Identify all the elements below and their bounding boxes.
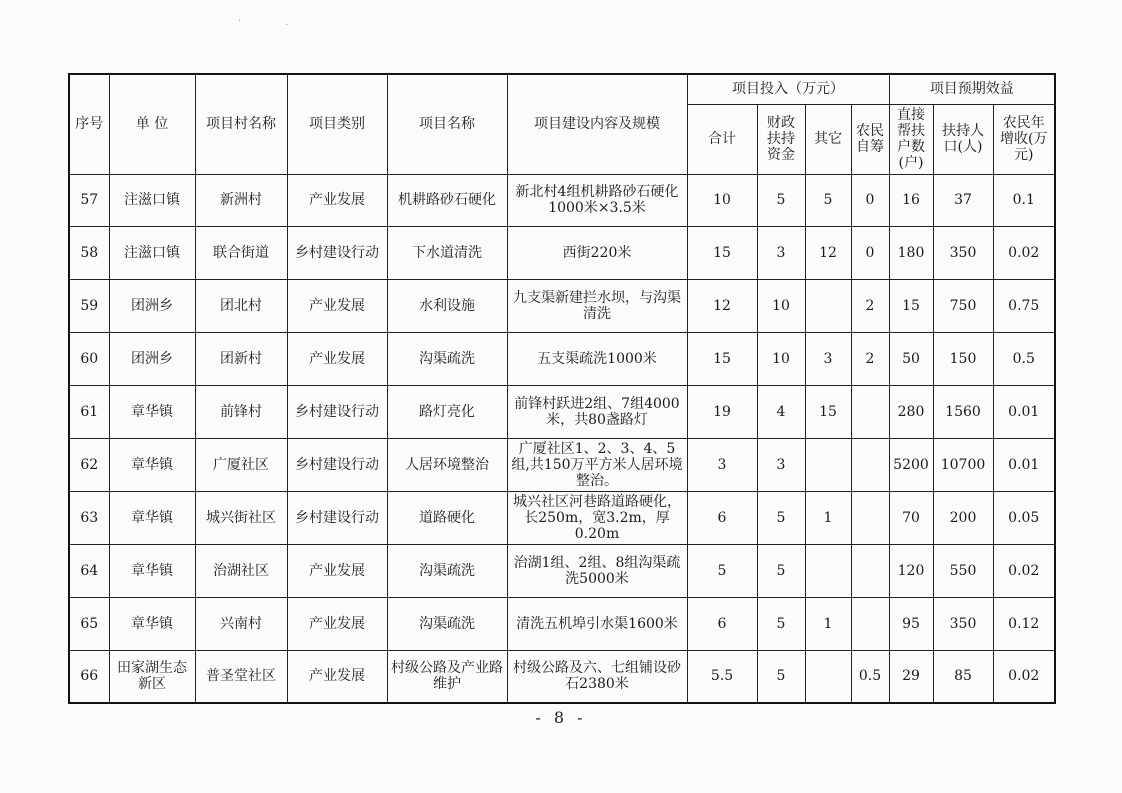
cell-seq: 60 [69, 333, 109, 386]
cell-fiscal: 4 [757, 386, 805, 439]
cell-households: 95 [889, 597, 933, 650]
cell-village: 普圣堂社区 [195, 650, 287, 703]
cell-income: 0.02 [993, 650, 1055, 703]
cell-income: 0.05 [993, 491, 1055, 544]
table-row [69, 597, 1055, 650]
cell-content: 广厦社区1、2、3、4、5组,共150万平方米人居环境整治。 [507, 438, 687, 491]
cell-name: 水利设施 [387, 280, 507, 333]
header-other: 其它 [805, 104, 851, 174]
cell-income: 0.01 [993, 438, 1055, 491]
cell-population: 350 [933, 227, 993, 280]
cell-category: 产业发展 [287, 333, 387, 386]
cell-name: 路灯亮化 [387, 386, 507, 439]
cell-other: 15 [805, 386, 851, 439]
cell-fiscal: 5 [757, 597, 805, 650]
cell-total: 10 [687, 174, 757, 227]
cell-content: 九支渠新建拦水坝，与沟渠清洗 [507, 280, 687, 333]
cell-seq: 65 [69, 597, 109, 650]
cell-category: 乡村建设行动 [287, 438, 387, 491]
cell-category: 产业发展 [287, 280, 387, 333]
header-households: 直接帮扶户数(户) [889, 104, 933, 174]
cell-self [851, 544, 889, 597]
cell-seq: 63 [69, 491, 109, 544]
cell-total: 6 [687, 597, 757, 650]
cell-unit: 田家湖生态新区 [109, 650, 195, 703]
cell-seq: 59 [69, 280, 109, 333]
scan-speck: · [285, 20, 289, 31]
cell-category: 乡村建设行动 [287, 491, 387, 544]
cell-self [851, 597, 889, 650]
cell-other [805, 280, 851, 333]
cell-population: 350 [933, 597, 993, 650]
cell-other: 3 [805, 333, 851, 386]
cell-population: 750 [933, 280, 993, 333]
table-row [69, 280, 1055, 333]
cell-other [805, 650, 851, 703]
cell-other [805, 438, 851, 491]
cell-content: 城兴社区河巷路道路硬化，长250m，宽3.2m，厚0.20m [507, 491, 687, 544]
cell-fiscal: 5 [757, 544, 805, 597]
cell-population: 550 [933, 544, 993, 597]
cell-total: 12 [687, 280, 757, 333]
cell-households: 16 [889, 174, 933, 227]
cell-content: 村级公路及六、七组铺设砂石2380米 [507, 650, 687, 703]
cell-fiscal: 10 [757, 333, 805, 386]
cell-fiscal: 3 [757, 227, 805, 280]
table-row [69, 650, 1055, 703]
cell-total: 19 [687, 386, 757, 439]
cell-income: 0.02 [993, 227, 1055, 280]
header-income: 农民年增收(万元) [993, 104, 1055, 174]
cell-other: 5 [805, 174, 851, 227]
project-table [68, 73, 1056, 704]
header-fiscal: 财政扶持资金 [757, 104, 805, 174]
header-self: 农民自筹 [851, 104, 889, 174]
cell-content: 前锋村跃进2组、7组4000米，共80盏路灯 [507, 386, 687, 439]
cell-content: 治湖1组、2组、8组沟渠疏洗5000米 [507, 544, 687, 597]
cell-village: 团新村 [195, 333, 287, 386]
cell-total: 15 [687, 227, 757, 280]
table-row [69, 491, 1055, 544]
cell-income: 0.1 [993, 174, 1055, 227]
cell-name: 沟渠疏洗 [387, 597, 507, 650]
page-number: - 8 - [535, 708, 587, 727]
cell-fiscal: 5 [757, 491, 805, 544]
cell-unit: 注滋口镇 [109, 227, 195, 280]
cell-village: 兴南村 [195, 597, 287, 650]
cell-households: 5200 [889, 438, 933, 491]
cell-content: 西街220米 [507, 227, 687, 280]
cell-total: 5 [687, 544, 757, 597]
cell-unit: 章华镇 [109, 597, 195, 650]
header-unit: 单 位 [109, 74, 195, 174]
cell-unit: 团洲乡 [109, 333, 195, 386]
cell-category: 产业发展 [287, 174, 387, 227]
cell-category: 产业发展 [287, 650, 387, 703]
table-row [69, 438, 1055, 491]
cell-village: 联合街道 [195, 227, 287, 280]
header-seq: 序号 [69, 74, 109, 174]
cell-village: 治湖社区 [195, 544, 287, 597]
cell-fiscal: 3 [757, 438, 805, 491]
cell-name: 下水道清洗 [387, 227, 507, 280]
table-row [69, 333, 1055, 386]
cell-total: 3 [687, 438, 757, 491]
cell-unit: 章华镇 [109, 491, 195, 544]
table-row [69, 174, 1055, 227]
cell-total: 6 [687, 491, 757, 544]
cell-households: 50 [889, 333, 933, 386]
cell-households: 29 [889, 650, 933, 703]
table-row [69, 544, 1055, 597]
cell-income: 0.01 [993, 386, 1055, 439]
cell-name: 沟渠疏洗 [387, 333, 507, 386]
header-population: 扶持人口(人) [933, 104, 993, 174]
cell-population: 85 [933, 650, 993, 703]
header-name: 项目名称 [387, 74, 507, 174]
cell-households: 280 [889, 386, 933, 439]
cell-income: 0.12 [993, 597, 1055, 650]
cell-content: 清洗五机埠引水渠1600米 [507, 597, 687, 650]
cell-population: 37 [933, 174, 993, 227]
cell-other: 1 [805, 597, 851, 650]
cell-self: 2 [851, 280, 889, 333]
cell-village: 团北村 [195, 280, 287, 333]
cell-unit: 章华镇 [109, 544, 195, 597]
scan-speck: · [238, 16, 242, 27]
cell-other: 1 [805, 491, 851, 544]
cell-unit: 章华镇 [109, 386, 195, 439]
cell-name: 村级公路及产业路维护 [387, 650, 507, 703]
cell-self: 0.5 [851, 650, 889, 703]
header-content: 项目建设内容及规模 [507, 74, 687, 174]
cell-income: 0.75 [993, 280, 1055, 333]
header-benefit-group: 项目预期效益 [889, 74, 1055, 104]
cell-name: 机耕路砂石硬化 [387, 174, 507, 227]
cell-total: 15 [687, 333, 757, 386]
cell-households: 70 [889, 491, 933, 544]
cell-self [851, 491, 889, 544]
cell-population: 200 [933, 491, 993, 544]
cell-seq: 64 [69, 544, 109, 597]
cell-content: 新北村4组机耕路砂石硬化1000米×3.5米 [507, 174, 687, 227]
cell-fiscal: 5 [757, 650, 805, 703]
cell-population: 150 [933, 333, 993, 386]
cell-name: 人居环境整治 [387, 438, 507, 491]
cell-village: 新洲村 [195, 174, 287, 227]
cell-households: 120 [889, 544, 933, 597]
cell-total: 5.5 [687, 650, 757, 703]
cell-households: 15 [889, 280, 933, 333]
table-row [69, 386, 1055, 439]
cell-unit: 团洲乡 [109, 280, 195, 333]
header-village: 项目村名称 [195, 74, 287, 174]
cell-village: 城兴街社区 [195, 491, 287, 544]
cell-name: 沟渠疏洗 [387, 544, 507, 597]
cell-self: 0 [851, 227, 889, 280]
cell-fiscal: 5 [757, 174, 805, 227]
cell-seq: 58 [69, 227, 109, 280]
cell-other [805, 544, 851, 597]
cell-fiscal: 10 [757, 280, 805, 333]
cell-category: 乡村建设行动 [287, 227, 387, 280]
cell-seq: 57 [69, 174, 109, 227]
cell-category: 产业发展 [287, 544, 387, 597]
header-category: 项目类别 [287, 74, 387, 174]
cell-village: 前锋村 [195, 386, 287, 439]
header-invest-group: 项目投入（万元） [687, 74, 889, 104]
cell-income: 0.5 [993, 333, 1055, 386]
cell-category: 产业发展 [287, 597, 387, 650]
cell-income: 0.02 [993, 544, 1055, 597]
header-total: 合计 [687, 104, 757, 174]
cell-self: 2 [851, 333, 889, 386]
cell-households: 180 [889, 227, 933, 280]
cell-population: 10700 [933, 438, 993, 491]
cell-self: 0 [851, 174, 889, 227]
cell-unit: 章华镇 [109, 438, 195, 491]
cell-village: 广厦社区 [195, 438, 287, 491]
cell-seq: 62 [69, 438, 109, 491]
cell-content: 五支渠疏洗1000米 [507, 333, 687, 386]
cell-self [851, 438, 889, 491]
cell-population: 1560 [933, 386, 993, 439]
cell-unit: 注滋口镇 [109, 174, 195, 227]
cell-category: 乡村建设行动 [287, 386, 387, 439]
cell-other: 12 [805, 227, 851, 280]
cell-seq: 61 [69, 386, 109, 439]
cell-name: 道路硬化 [387, 491, 507, 544]
cell-self [851, 386, 889, 439]
table-row [69, 227, 1055, 280]
cell-seq: 66 [69, 650, 109, 703]
